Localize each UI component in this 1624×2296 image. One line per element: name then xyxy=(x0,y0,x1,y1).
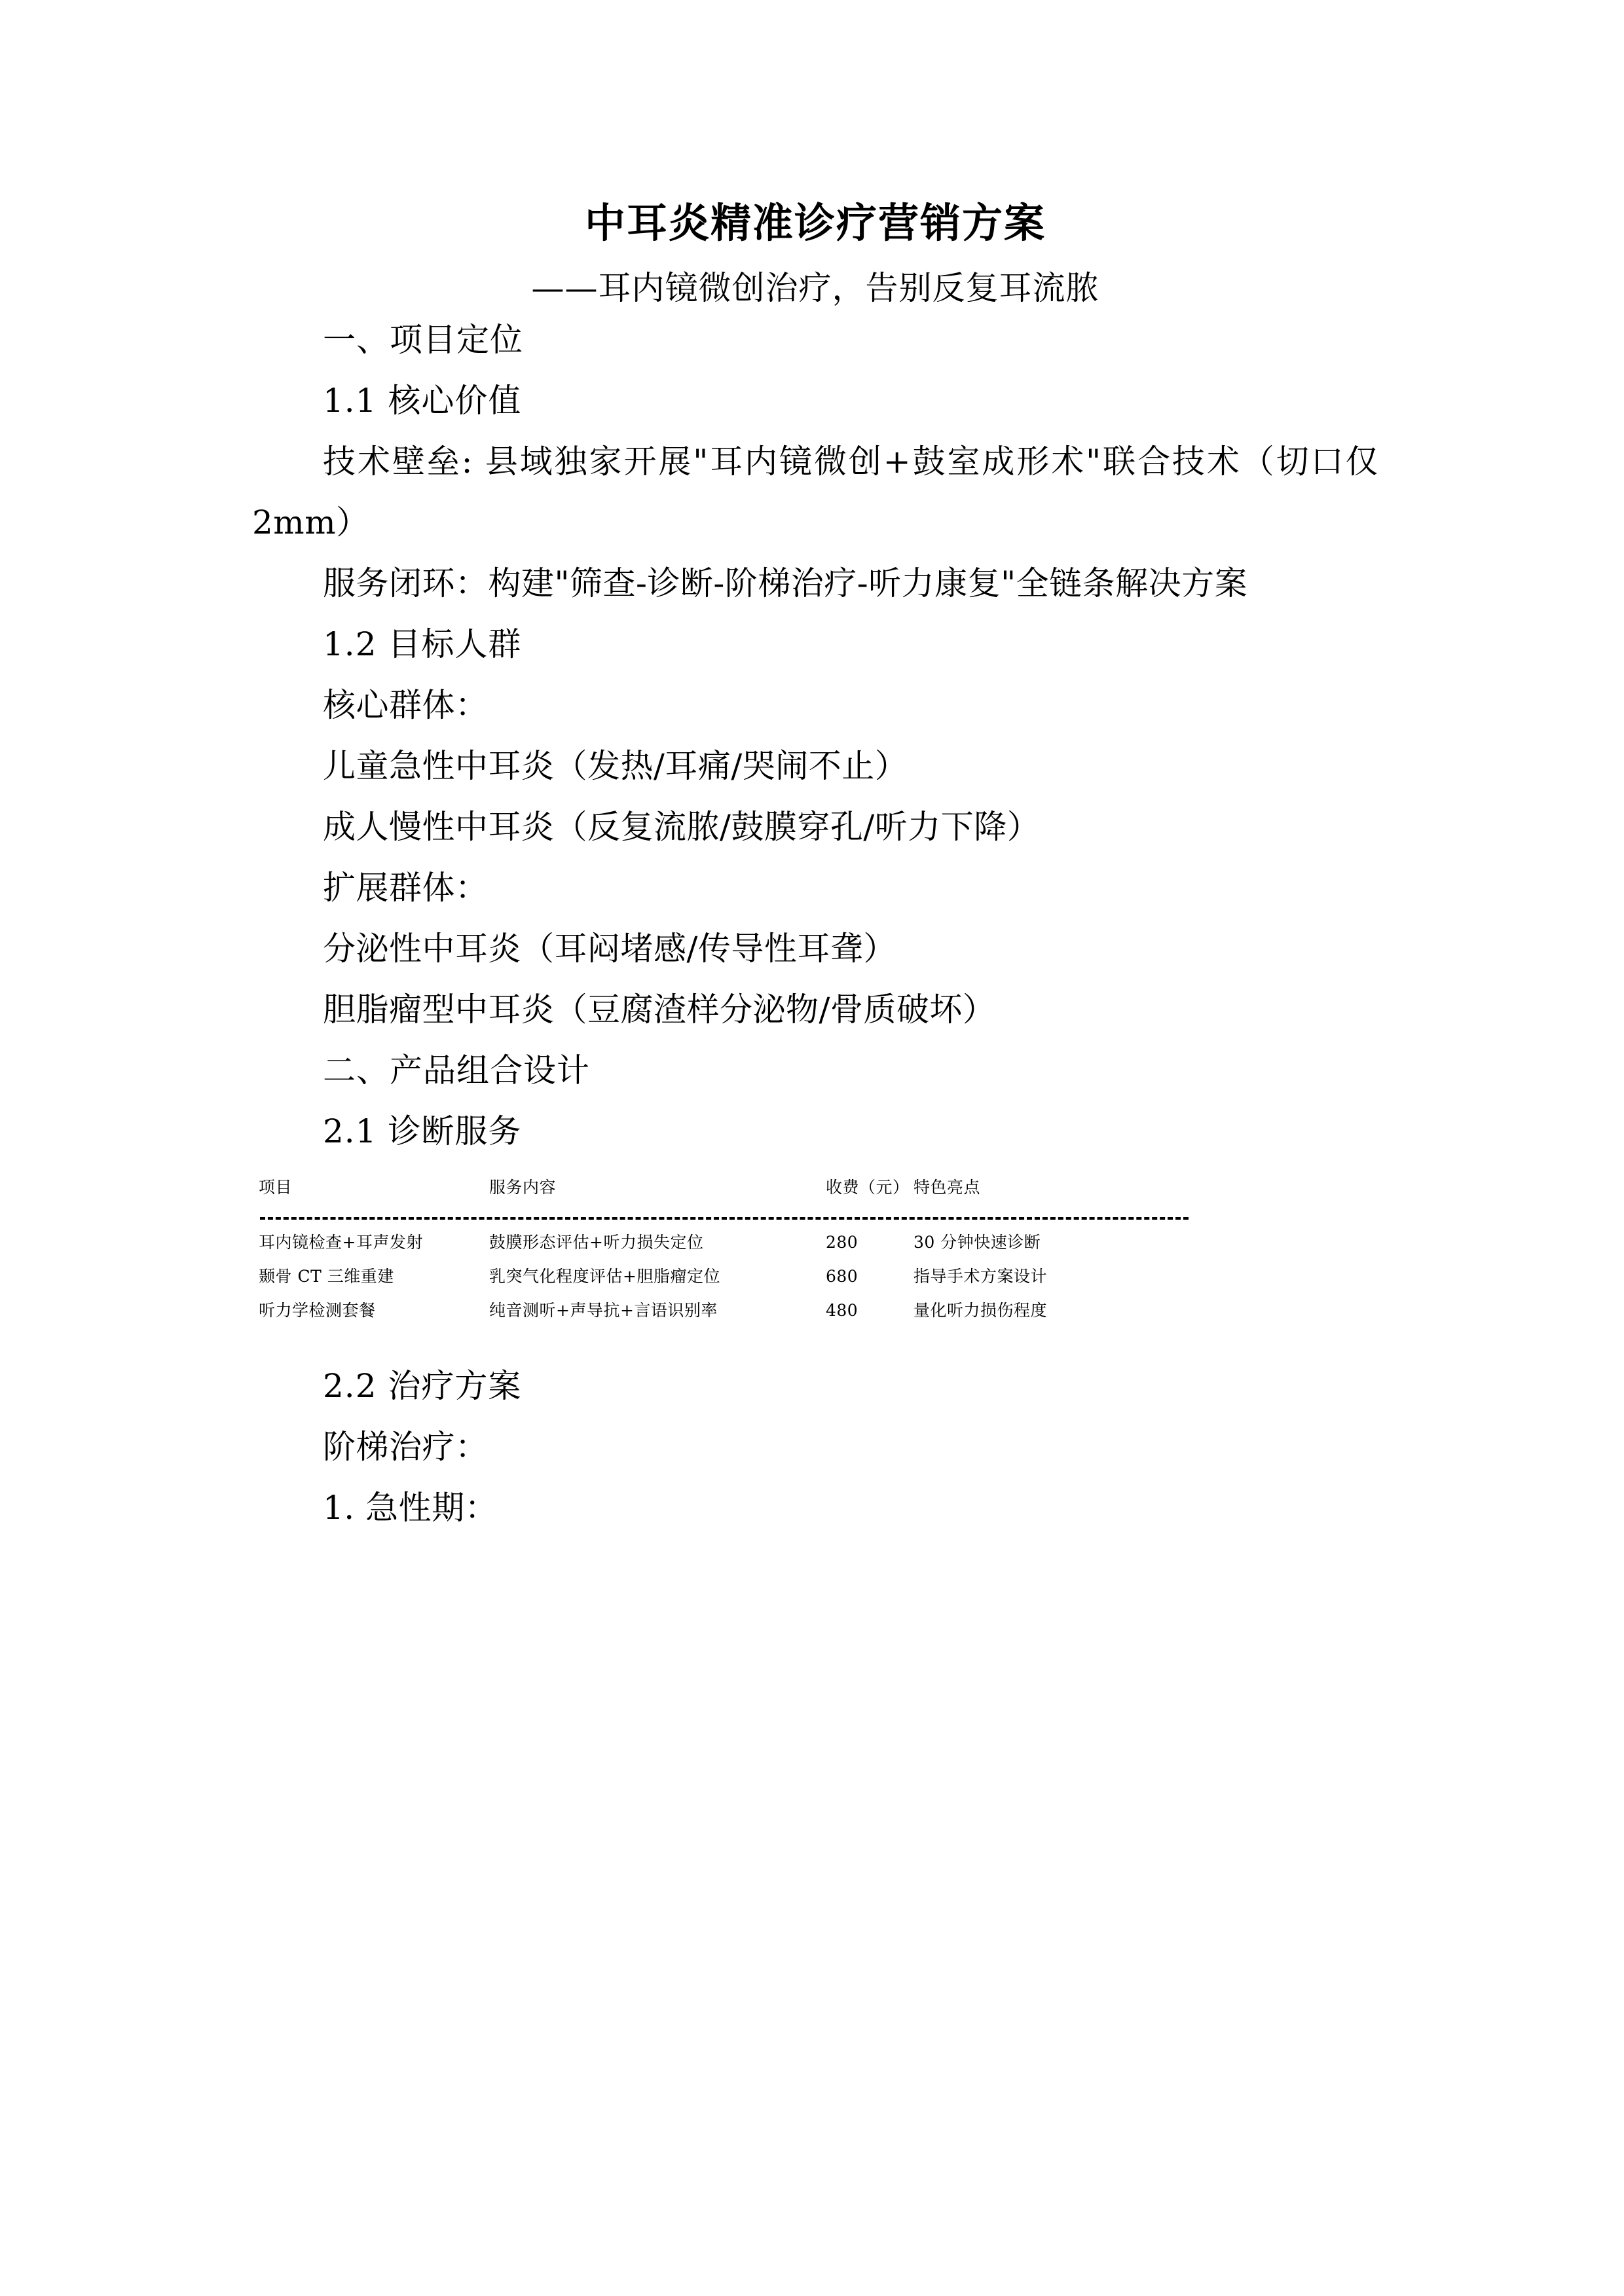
table-row xyxy=(259,1268,1280,1302)
extended-group-item-secretory: 分泌性中耳炎（耳闷堵感/传导性耳聋） xyxy=(323,929,896,968)
table-cell-highlight: 指导手术方案设计 xyxy=(913,1266,1048,1286)
subsection-heading-1-1: 1.1 核心价值 xyxy=(323,381,522,420)
core-group-item-children: 儿童急性中耳炎（发热/耳痛/哭闹不止） xyxy=(323,746,908,785)
table-cell-fee: 280 xyxy=(826,1232,858,1252)
extended-group-label: 扩展群体： xyxy=(323,868,489,907)
core-group-label: 核心群体： xyxy=(323,685,489,724)
table-header-separator xyxy=(260,1217,1189,1220)
table-header-row xyxy=(259,1179,1280,1208)
paragraph-service-loop: 服务闭环：构建"筛查-诊断-阶梯治疗-听力康复"全链条解决方案 xyxy=(323,564,1248,602)
table-header-highlight: 特色亮点 xyxy=(913,1177,981,1197)
table-header-service-content: 服务内容 xyxy=(489,1177,557,1197)
document-content xyxy=(252,0,1378,1539)
ladder-treatment-label: 阶梯治疗： xyxy=(323,1427,489,1466)
section-heading-1: 一、项目定位 xyxy=(323,320,523,359)
subsection-heading-1-2: 1.2 目标人群 xyxy=(323,625,522,663)
table-header-fee: 收费（元） xyxy=(826,1177,910,1197)
page-title: 中耳炎精准诊疗营销方案 xyxy=(584,199,1046,247)
table-cell-fee: 680 xyxy=(826,1266,858,1286)
subsection-heading-2-2: 2.2 治疗方案 xyxy=(323,1366,522,1405)
table-cell-fee: 480 xyxy=(826,1300,858,1320)
extended-group-item-cholesteatoma: 胆脂瘤型中耳炎（豆腐渣样分泌物/骨质破坏） xyxy=(323,990,996,1029)
core-group-item-adults: 成人慢性中耳炎（反复流脓/鼓膜穿孔/听力下降） xyxy=(323,807,1041,846)
ladder-treatment-item-acute: 1. 急性期： xyxy=(323,1488,498,1527)
table-cell-service-content: 鼓膜形态评估+听力损失定位 xyxy=(489,1232,704,1252)
page-subtitle: ——耳内镜微创治疗，告别反复耳流脓 xyxy=(531,268,1099,307)
table-cell-item: 听力学检测套餐 xyxy=(259,1300,376,1320)
subsection-heading-2-1: 2.1 诊断服务 xyxy=(323,1112,522,1150)
section-heading-2: 二、产品组合设计 xyxy=(323,1051,590,1089)
table-cell-item: 颞骨 CT 三维重建 xyxy=(259,1266,394,1286)
table-cell-service-content: 乳突气化程度评估+胆脂瘤定位 xyxy=(489,1266,720,1286)
table-header-item: 项目 xyxy=(259,1177,293,1197)
table-cell-highlight: 量化听力损伤程度 xyxy=(913,1300,1048,1320)
diagnostic-services-table xyxy=(259,1179,1280,1336)
table-row xyxy=(259,1234,1280,1268)
table-cell-highlight: 30 分钟快速诊断 xyxy=(913,1232,1041,1252)
table-row xyxy=(259,1302,1280,1336)
paragraph-technical-barrier: 技术壁垒: 县域独家开展"耳内镜微创+鼓室成形术"联合技术（切口仅 2mm） xyxy=(252,442,1378,541)
table-cell-item: 耳内镜检查+耳声发射 xyxy=(259,1232,423,1252)
table-bottom-spacer xyxy=(252,1336,1378,1356)
table-cell-service-content: 纯音测听+声导抗+言语识别率 xyxy=(489,1300,718,1320)
